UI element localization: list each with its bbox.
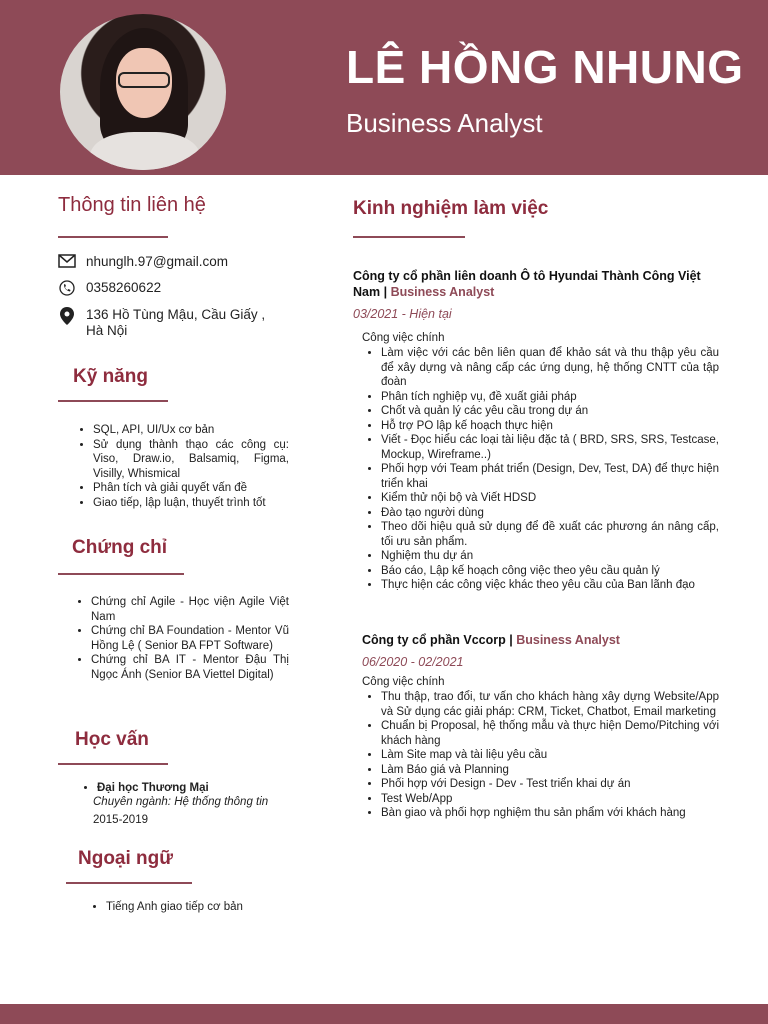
list-item: • Chuẩn bị Proposal, hệ thống mẫu và thực hiện Demo/Pitching với khách hàng <box>381 719 719 748</box>
contact-email[interactable] <box>58 254 298 269</box>
list-item: • Bàn giao và phối hợp nghiệm thu sản phẩm với khách hàng <box>381 806 719 821</box>
contact-phone[interactable] <box>58 280 298 296</box>
job-2-company: Công ty cổ phần Vccorp | <box>362 633 513 647</box>
list-item: • Làm Site map và tài liệu yêu cầu <box>381 748 719 763</box>
contact-address <box>58 307 298 339</box>
certificates-heading: Chứng chỉ <box>72 537 168 558</box>
list-item: • Viết - Đọc hiểu các loại tài liệu đặc tả ( BRD, SRS, SRS, Testcase, Mockup, Wireframe..) <box>381 433 719 462</box>
list-item: • Phân tích và giải quyết vấn đề <box>93 481 289 496</box>
contact-heading: Thông tin liên hệ <box>58 194 206 216</box>
languages-heading: Ngoại ngữ <box>78 848 174 869</box>
education-divider <box>58 763 168 765</box>
education-major: Chuyên ngành: Hệ thống thông tin <box>93 796 269 808</box>
experience-heading: Kinh nghiệm làm việc <box>353 198 549 219</box>
job-1-date: 03/2021 - Hiện tại <box>353 307 452 321</box>
list-item: • Chứng chỉ BA IT - Mentor Đậu Thị Ngọc Ánh (Senior BA Viettel Digital) <box>91 653 289 682</box>
contact-divider <box>58 236 168 238</box>
certificates-list <box>73 595 289 682</box>
list-item: • Phân tích nghiệp vụ, đề xuất giải pháp <box>381 390 719 405</box>
list-item: • Chứng chỉ Agile - Học viện Agile Việt Nam <box>91 595 289 624</box>
list-item: • Hỗ trợ PO lập kế hoạch thực hiện <box>381 419 719 434</box>
list-item: • Báo cáo, Lập kế hoạch công việc theo yêu cầu quản lý <box>381 564 719 579</box>
list-item: • Sử dụng thành thạo các công cụ: Viso, Draw.io, Balsamiq, Figma, Visilly, Whismical <box>93 438 289 482</box>
phone-icon <box>58 280 76 296</box>
job-2-date: 06/2020 - 02/2021 <box>362 655 464 669</box>
list-item: • Thu thập, trao đổi, tư vấn cho khách hàng xây dựng Website/App và Sử dụng các giải pháp: CRM, Ticket, Chatbot, Email marketing <box>381 690 719 719</box>
education-heading: Học vấn <box>75 729 149 750</box>
list-item: • Kiểm thử nội bộ và Viết HDSD <box>381 491 719 506</box>
list-item: • Theo dõi hiệu quả sử dụng để đề xuất các phương án nâng cấp, tối ưu sản phẩm. <box>381 520 719 549</box>
list-item: • Nghiệm thu dự án <box>381 549 719 564</box>
list-item: • Thực hiện các công việc khác theo yêu cầu của Ban lãnh đạo <box>381 578 719 593</box>
list-item: • Chứng chỉ BA Foundation - Mentor Vũ Hồng Lệ ( Senior BA FPT Software) <box>91 624 289 653</box>
skills-divider <box>58 400 168 402</box>
list-item: • Giao tiếp, lập luận, thuyết trình tốt <box>93 496 289 511</box>
job-2-role: Business Analyst <box>516 633 620 647</box>
job-1-role: Business Analyst <box>390 285 495 299</box>
job-2-title <box>362 632 702 648</box>
job-2-tasks <box>363 690 719 821</box>
job-1-tasks <box>363 346 719 593</box>
footer-band <box>0 1004 768 1024</box>
location-pin-icon <box>58 307 76 339</box>
job-1-company: Công ty cổ phần liên doanh Ô tô Hyundai Thành Công Việt Nam | <box>353 269 701 299</box>
education-block <box>79 779 307 797</box>
job-1-subheading: Công việc chính <box>362 332 445 344</box>
languages-divider <box>66 882 192 884</box>
list-item: • Đào tạo người dùng <box>381 506 719 521</box>
list-item: • SQL, API, UI/Ux cơ bản <box>93 423 289 438</box>
list-item: • Phối hợp với Design - Dev - Test triển khai dự án <box>381 777 719 792</box>
education-years: 2015-2019 <box>93 814 148 826</box>
languages-list <box>88 900 306 915</box>
list-item: • Làm Báo giá và Planning <box>381 763 719 778</box>
skills-list <box>75 423 289 510</box>
list-item: • Tiếng Anh giao tiếp cơ bản <box>106 900 306 915</box>
list-item: • Chốt và quản lý các yêu cầu trong dự án <box>381 404 719 419</box>
job-2-subheading: Công việc chính <box>362 676 445 688</box>
mail-icon <box>58 254 76 269</box>
email-text: nhunglh.97@gmail.com <box>86 254 229 269</box>
skills-heading: Kỹ năng <box>73 366 148 387</box>
list-item: • Test Web/App <box>381 792 719 807</box>
list-item: • Phối hợp với Team phát triển (Design, Dev, Test, DA) để thực hiện triển khai <box>381 462 719 491</box>
certificates-divider <box>58 573 184 575</box>
list-item: • Làm việc với các bên liên quan để khảo sát và thu thập yêu cầu để xây dựng và nâng cấp các ứng dụng, hệ thống CNTT của tập đoàn <box>381 346 719 390</box>
job-1-title <box>353 268 708 300</box>
experience-divider <box>353 236 465 238</box>
address-text: 136 Hồ Tùng Mậu, Cầu Giấy , Hà Nội <box>86 307 266 338</box>
phone-text: 0358260622 <box>86 280 162 295</box>
candidate-title: Business Analyst <box>346 108 543 138</box>
profile-photo <box>60 14 226 170</box>
school-name: • Đại học Thương Mại <box>97 779 307 797</box>
candidate-name: LÊ HỒNG NHUNG <box>346 41 744 93</box>
